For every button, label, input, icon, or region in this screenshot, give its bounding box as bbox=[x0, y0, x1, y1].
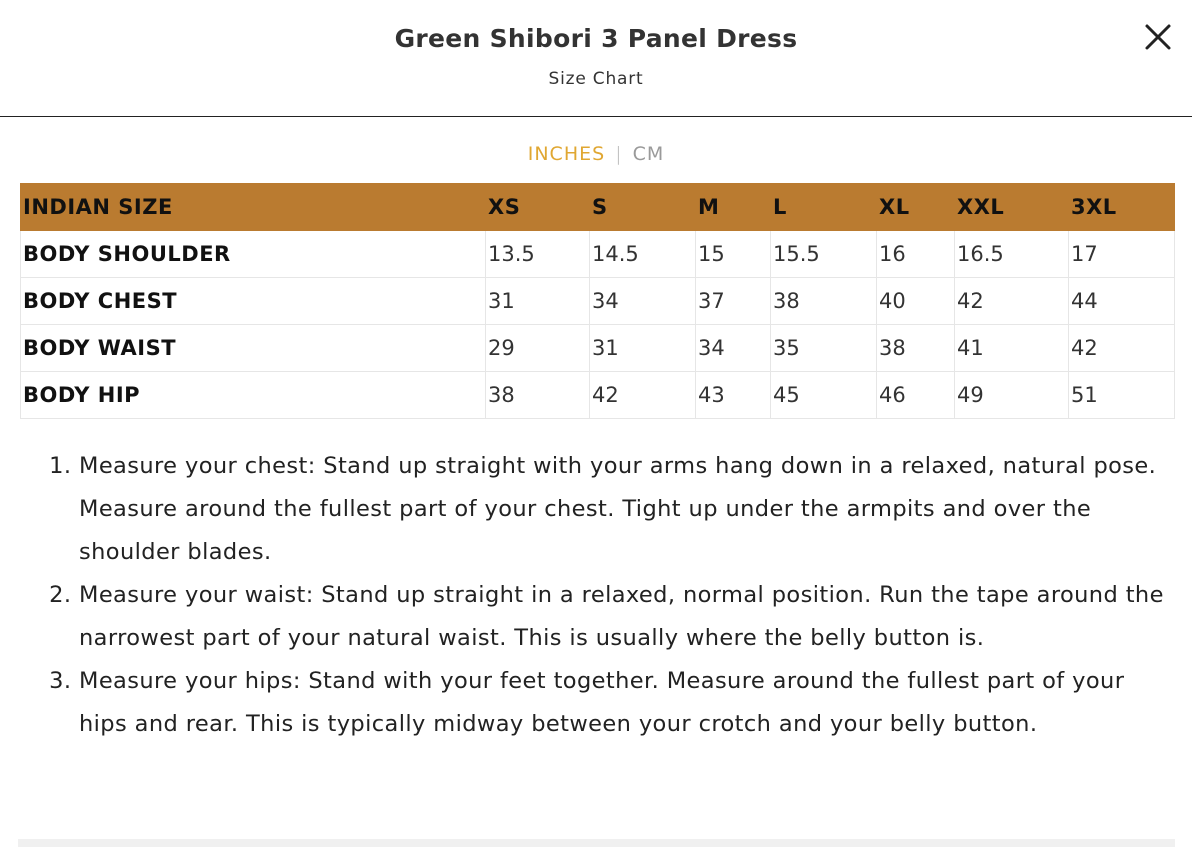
table-cell: 49 bbox=[955, 372, 1069, 419]
column-header-s: S bbox=[590, 184, 696, 231]
table-cell: 15.5 bbox=[771, 231, 877, 278]
unit-inches-tab[interactable]: INCHES bbox=[527, 143, 606, 165]
table-cell: 15 bbox=[696, 231, 771, 278]
table-cell: 16 bbox=[877, 231, 955, 278]
row-label-body-shoulder: BODY SHOULDER bbox=[21, 231, 486, 278]
close-icon bbox=[1141, 20, 1175, 54]
table-cell: 13.5 bbox=[486, 231, 590, 278]
column-header-xs: XS bbox=[486, 184, 590, 231]
table-cell: 42 bbox=[955, 278, 1069, 325]
table-cell: 31 bbox=[590, 325, 696, 372]
column-header-m: M bbox=[696, 184, 771, 231]
table-row bbox=[21, 231, 1175, 278]
table-cell: 46 bbox=[877, 372, 955, 419]
table-header-row bbox=[21, 184, 1175, 231]
table-cell: 43 bbox=[696, 372, 771, 419]
table-cell: 34 bbox=[590, 278, 696, 325]
table-cell: 44 bbox=[1069, 278, 1175, 325]
instruction-waist: 2. Measure your waist: Stand up straight in a relaxed, normal position. Run the tape around the narrowest part of your natural waist. This is usually where the belly button is. bbox=[79, 574, 1177, 660]
table-cell: 45 bbox=[771, 372, 877, 419]
column-header-xl: XL bbox=[877, 184, 955, 231]
unit-separator: | bbox=[615, 143, 623, 165]
column-header-l: L bbox=[771, 184, 877, 231]
table-cell: 29 bbox=[486, 325, 590, 372]
column-header-indian-size: INDIAN SIZE bbox=[21, 184, 486, 231]
close-button[interactable] bbox=[1141, 20, 1175, 54]
table-cell: 16.5 bbox=[955, 231, 1069, 278]
table-row bbox=[21, 325, 1175, 372]
table-cell: 38 bbox=[486, 372, 590, 419]
unit-toggle bbox=[0, 143, 1192, 165]
table-cell: 38 bbox=[877, 325, 955, 372]
table-cell: 42 bbox=[1069, 325, 1175, 372]
table-cell: 41 bbox=[955, 325, 1069, 372]
table-cell: 35 bbox=[771, 325, 877, 372]
size-chart-table bbox=[20, 183, 1175, 419]
table-cell: 34 bbox=[696, 325, 771, 372]
row-label-body-waist: BODY WAIST bbox=[21, 325, 486, 372]
column-header-3xl: 3XL bbox=[1069, 184, 1175, 231]
unit-cm-tab[interactable]: CM bbox=[632, 143, 665, 165]
table-row bbox=[21, 278, 1175, 325]
table-row bbox=[21, 372, 1175, 419]
instruction-hips: 3. Measure your hips: Stand with your feet together. Measure around the fullest part of your hips and rear. This is typically midway between your crotch and your belly button. bbox=[79, 660, 1177, 746]
product-title: Green Shibori 3 Panel Dress bbox=[394, 24, 798, 53]
row-label-body-chest: BODY CHEST bbox=[21, 278, 486, 325]
table-cell: 17 bbox=[1069, 231, 1175, 278]
table-cell: 42 bbox=[590, 372, 696, 419]
table-cell: 37 bbox=[696, 278, 771, 325]
modal-header bbox=[0, 0, 1192, 117]
table-cell: 14.5 bbox=[590, 231, 696, 278]
size-chart-subtitle: Size Chart bbox=[548, 69, 644, 89]
row-label-body-hip: BODY HIP bbox=[21, 372, 486, 419]
bottom-image-strip bbox=[18, 839, 1175, 847]
instruction-chest: 1. Measure your chest: Stand up straight with your arms hang down in a relaxed, natural pose. Measure around the fullest part of your chest. Tight up under the armpits and over the shoulder blades. bbox=[79, 445, 1177, 574]
table-cell: 40 bbox=[877, 278, 955, 325]
table-cell: 51 bbox=[1069, 372, 1175, 419]
table-cell: 38 bbox=[771, 278, 877, 325]
column-header-xxl: XXL bbox=[955, 184, 1069, 231]
table-cell: 31 bbox=[486, 278, 590, 325]
measurement-instructions bbox=[42, 445, 1177, 746]
